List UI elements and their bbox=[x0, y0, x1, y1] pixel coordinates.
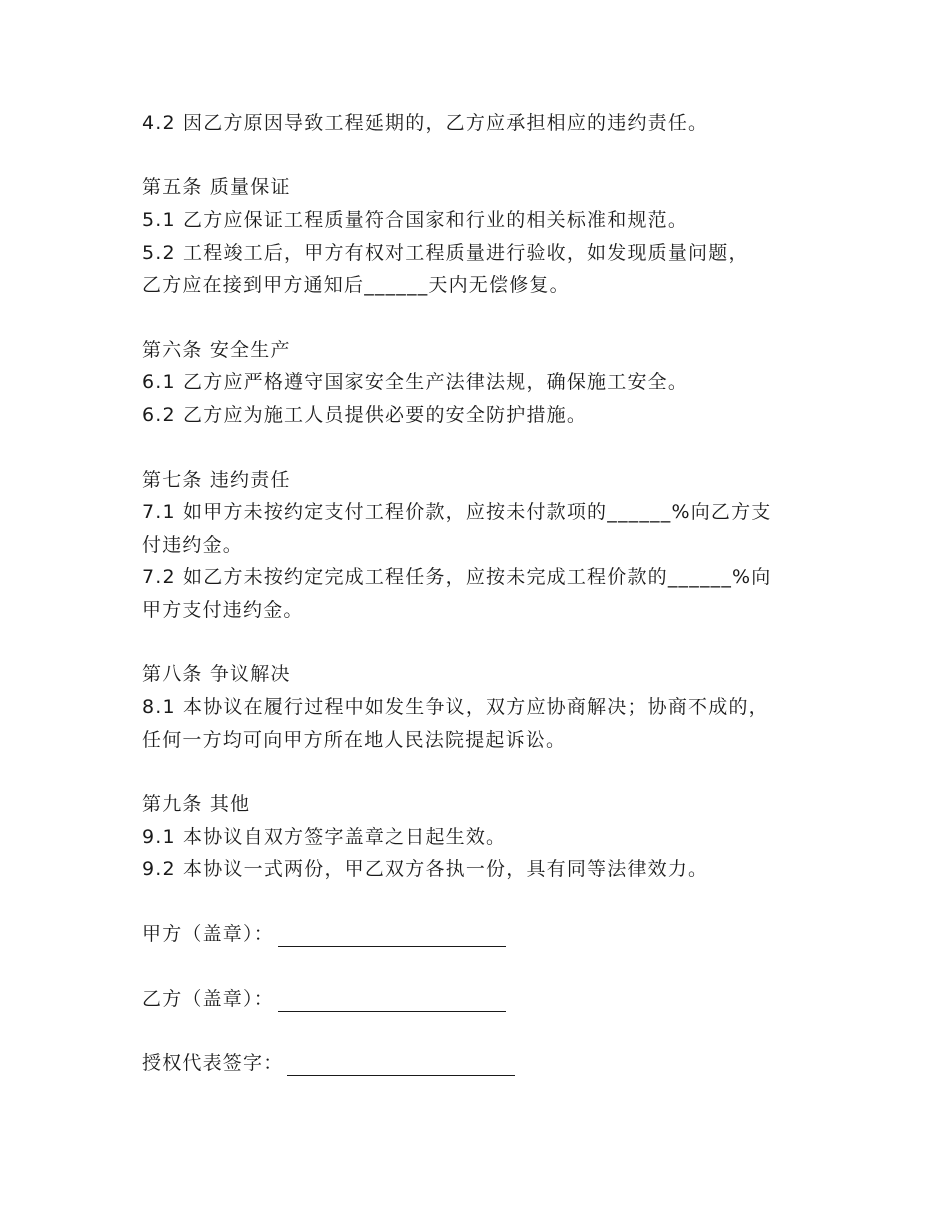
clause-7-2-line-2: 甲方支付违约金。 bbox=[142, 599, 304, 621]
party-a-label: 甲方（盖章）： bbox=[142, 923, 274, 945]
clause-5-2-line-2: 乙方应在接到甲方通知后______天内无偿修复。 bbox=[142, 274, 570, 296]
article-9-heading: 第九条 其他 bbox=[142, 793, 251, 815]
article-5-heading: 第五条 质量保证 bbox=[142, 176, 291, 198]
party-b-label: 乙方（盖章）： bbox=[142, 988, 274, 1010]
article-7-heading: 第七条 违约责任 bbox=[142, 469, 291, 491]
clause-5-2-line-1: 5.2 工程竣工后，甲方有权对工程质量进行验收，如发现质量问题， bbox=[142, 242, 749, 264]
article-8-heading: 第八条 争议解决 bbox=[142, 663, 291, 685]
clause-9-2: 9.2 本协议一式两份，甲乙双方各执一份，具有同等法律效力。 bbox=[142, 858, 709, 880]
representative-signature-line bbox=[287, 1055, 515, 1076]
representative-label: 授权代表签字： bbox=[142, 1052, 284, 1074]
clause-4-2: 4.2 因乙方原因导致工程延期的，乙方应承担相应的违约责任。 bbox=[142, 112, 709, 134]
party-a-signature-row bbox=[142, 921, 506, 947]
clause-6-2: 6.2 乙方应为施工人员提供必要的安全防护措施。 bbox=[142, 404, 588, 426]
representative-signature-row bbox=[142, 1050, 515, 1076]
clause-7-1-line-2: 付违约金。 bbox=[142, 534, 244, 556]
party-b-signature-row bbox=[142, 986, 506, 1012]
clause-8-1-line-1: 8.1 本协议在履行过程中如发生争议，双方应协商解决；协商不成的， bbox=[142, 696, 769, 718]
clause-6-1: 6.1 乙方应严格遵守国家安全生产法律法规，确保施工安全。 bbox=[142, 371, 689, 393]
clause-9-1: 9.1 本协议自双方签字盖章之日起生效。 bbox=[142, 826, 507, 848]
party-a-signature-line bbox=[278, 926, 506, 947]
article-6-heading: 第六条 安全生产 bbox=[142, 339, 291, 361]
clause-7-2-line-1: 7.2 如乙方未按约定完成工程任务，应按未完成工程价款的______%向 bbox=[142, 566, 772, 588]
clause-8-1-line-2: 任何一方均可向甲方所在地人民法院提起诉讼。 bbox=[142, 729, 567, 751]
clause-5-1: 5.1 乙方应保证工程质量符合国家和行业的相关标准和规范。 bbox=[142, 209, 689, 231]
clause-7-1-line-1: 7.1 如甲方未按约定支付工程价款，应按未付款项的______%向乙方支 bbox=[142, 501, 772, 523]
party-b-signature-line bbox=[278, 991, 506, 1012]
